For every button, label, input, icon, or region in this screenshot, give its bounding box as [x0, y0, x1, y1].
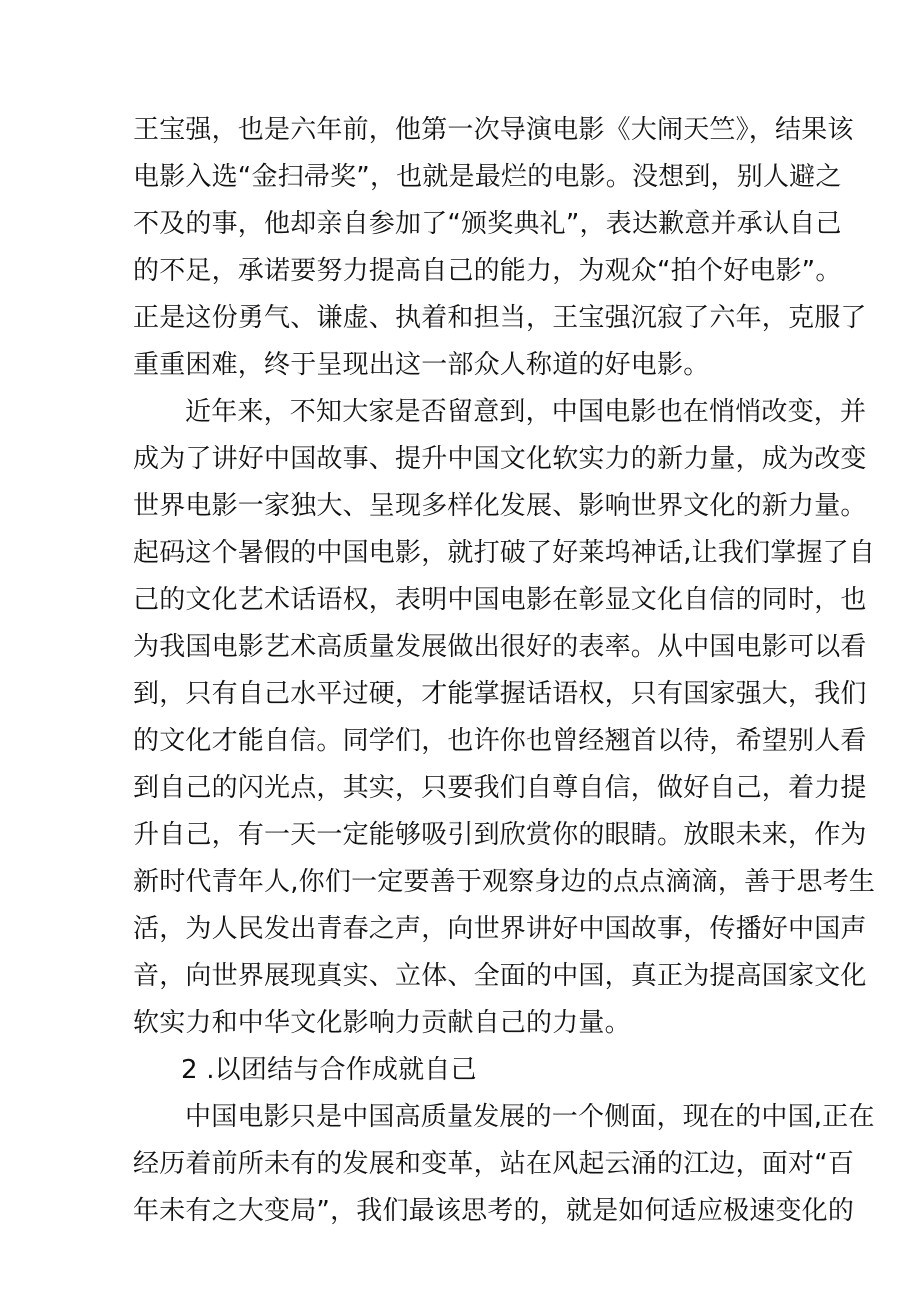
text-line: 活，为人民发出青春之声，向世界讲好中国故事，传播好中国声 [133, 914, 867, 944]
text-line: 正是这份勇气、谦虚、执着和担当，王宝强沉寂了六年，克服了 [133, 303, 867, 333]
text-line: 世界电影一家独大、呈现多样化发展、影响世界文化的新力量。 [133, 491, 867, 521]
text-line: 为我国电影艺术高质量发展做出很好的表率。从中国电影可以看 [133, 632, 867, 662]
paragraph-wang-baoqiang [133, 107, 867, 389]
text-line: 电影入选“金扫帚奖”，也就是最烂的电影。没想到，别人避之 [133, 162, 842, 192]
text-line: 新时代青年人,你们一定要善于观察身边的点点滴滴，善于思考生 [133, 867, 876, 897]
text-line: 升自己，有一天一定能够吸引到欣赏你的眼睛。放眼未来，作为 [133, 820, 867, 850]
heading-text: 2 .以团结与合作成就自己 [181, 1055, 477, 1085]
text-line: 经历着前所未有的发展和变革，站在风起云涌的江边，面对“百 [133, 1149, 855, 1179]
paragraph-chinese-film [133, 389, 876, 1047]
text-line: 音，向世界展现真实、立体、全面的中国，真正为提高国家文化 [133, 961, 867, 991]
section-heading [133, 1047, 793, 1094]
text-line: 不及的事，他却亲自参加了“颁奖典礼”，表达歉意并承认自己 [133, 209, 842, 239]
text-line: 成为了讲好中国故事、提升中国文化软实力的新力量，成为改变 [133, 444, 867, 474]
text-line: 王宝强，也是六年前，他第一次导演电影《大闹天竺》，结果该 [133, 115, 854, 145]
paragraph-high-quality-development [133, 1094, 875, 1235]
text-line: 重重困难，终于呈现出这一部众人称道的好电影。 [133, 350, 710, 380]
text-line: 的不足，承诺要努力提高自己的能力，为观众“拍个好电影”。 [133, 256, 842, 286]
text-line: 起码这个暑假的中国电影，就打破了好莱坞神话,让我们掌握了自 [133, 538, 876, 568]
text-line: 的文化才能自信。同学们，也许你也曾经翘首以待，希望别人看 [133, 726, 867, 756]
document-body [133, 107, 876, 1235]
text-line: 年未有之大变局”，我们最该思考的，就是如何适应极速变化的 [133, 1196, 855, 1226]
text-line: 到自己的闪光点，其实，只要我们自尊自信，做好自己，着力提 [133, 773, 867, 803]
text-line: 软实力和中华文化影响力贡献自己的力量。 [133, 1008, 631, 1038]
text-line: 近年来，不知大家是否留意到，中国电影也在悄悄改变，并 [185, 397, 867, 427]
text-line: 中国电影只是中国高质量发展的一个侧面，现在的中国,正在 [185, 1102, 875, 1132]
text-line: 己的文化艺术话语权，表明中国电影在彰显文化自信的同时，也 [133, 585, 867, 615]
text-line: 到，只有自己水平过硬，才能掌握话语权，只有国家强大，我们 [133, 679, 867, 709]
